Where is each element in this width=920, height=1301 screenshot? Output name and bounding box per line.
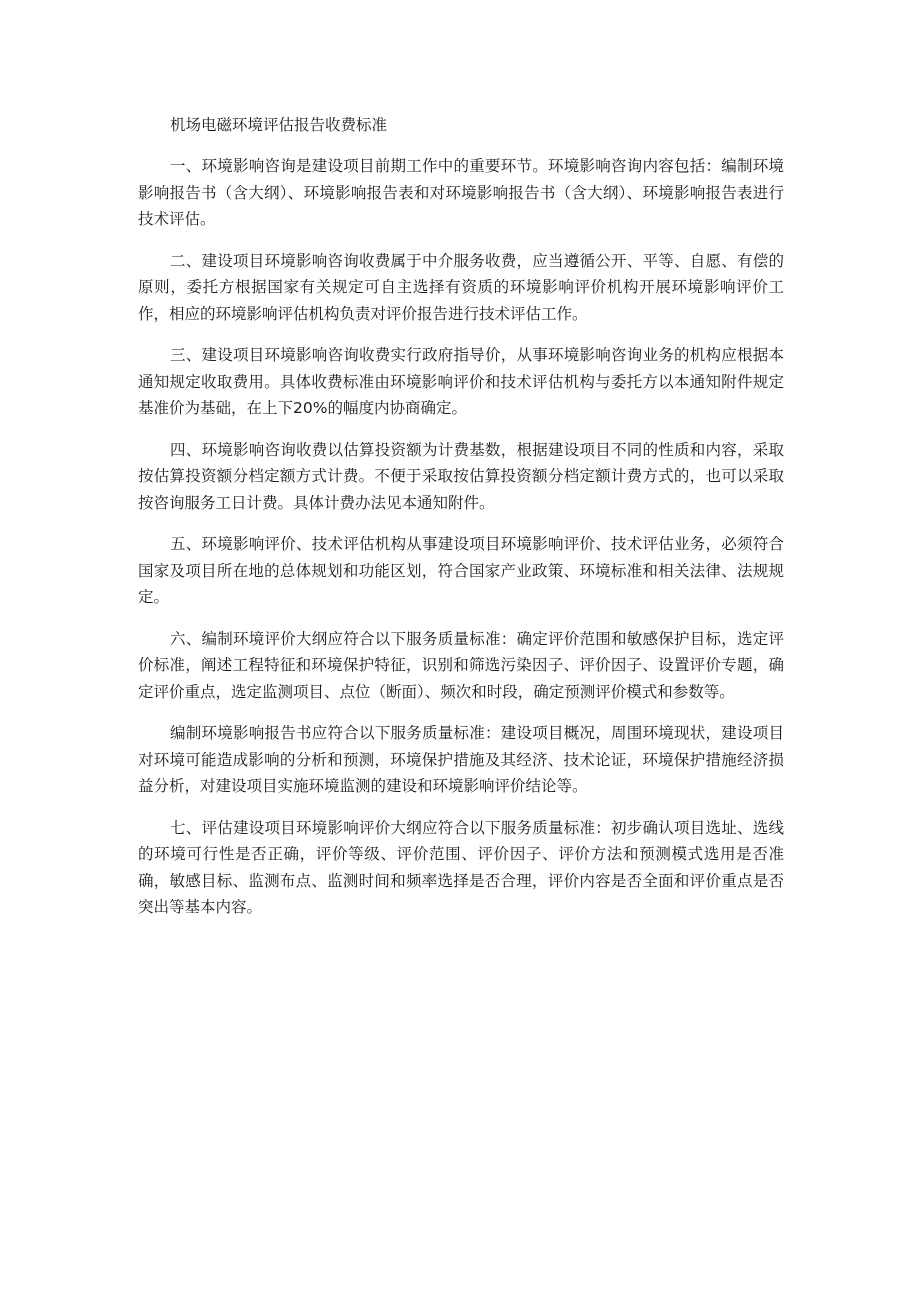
paragraph-7: 编制环境影响报告书应符合以下服务质量标准：建设项目概况，周围环境现状，建设项目对环境可能造成影响的分析和预测，环境保护措施及其经济、技术论证，环境保护措施经济损益分析，对建设项目实施环境监测的建设和环境影响评价结论等。 [138, 724, 784, 795]
paragraph-2: 二、建设项目环境影响咨询收费属于中介服务收费，应当遵循公开、平等、自愿、有偿的原则，委托方根据国家有关规定可自主选择有资质的环境影响评价机构开展环境影响评价工作，相应的环境影响评估机构负责对评价报告进行技术评估工作。 [138, 251, 784, 323]
paragraph-8: 七、评估建设项目环境影响评价大纲应符合以下服务质量标准：初步确认项目选址、选线的环境可行性是否正确，评价等级、评价范围、评价因子、评价方法和预测模式选用是否准确，敏感目标、监测布点、监测时间和频率选择是否合理，评价内容是否全面和评价重点是否突出等基本内容。 [138, 818, 784, 916]
paragraph-6: 六、编制环境评价大纲应符合以下服务质量标准：确定评价范围和敏感保护目标，选定评价标准，阐述工程特征和环境保护特征，识别和筛选污染因子、评价因子、设置评价专题，确定评价重点，选定监测项目、点位（断面）、频次和时段，确定预测评价模式和参数等。 [138, 629, 784, 701]
document-title: 机场电磁环境评估报告收费标准 [170, 116, 388, 134]
paragraph-1: 一、环境影响咨询是建设项目前期工作中的重要环节。环境影响咨询内容包括：编制环境影响报告书（含大纲）、环境影响报告表和对环境影响报告书（含大纲）、环境影响报告表进行技术评估。 [138, 157, 784, 228]
document-page [138, 112, 784, 936]
paragraph-4: 四、环境影响咨询收费以估算投资额为计费基数，根据建设项目不同的性质和内容，采取按估算投资额分档定额方式计费。不便于采取按估算投资额分档定额计费方式的，也可以采取按咨询服务工日计费。具体计费办法见本通知附件。 [138, 440, 784, 512]
paragraph-3: 三、建设项目环境影响咨询收费实行政府指导价，从事环境影响咨询业务的机构应根据本通知规定收取费用。具体收费标准由环境影响评价和技术评估机构与委托方以本通知附件规定基准价为基础，在上下20%的幅度内协商确定。 [138, 346, 784, 417]
paragraph-5: 五、环境影响评价、技术评估机构从事建设项目环境影响评价、技术评估业务，必须符合国家及项目所在地的总体规划和功能区划，符合国家产业政策、环境标准和相关法律、法规规定。 [138, 535, 784, 606]
